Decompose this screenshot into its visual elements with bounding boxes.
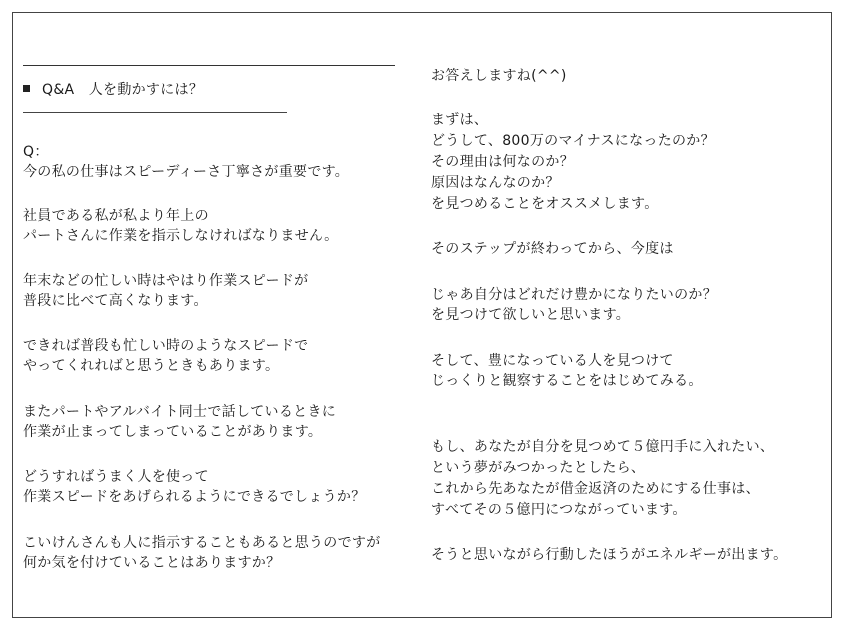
question-marker: Q： bbox=[23, 144, 49, 160]
answer-line: を見つめることをオススメします。 bbox=[431, 196, 659, 212]
question-line: こいけんさんも人に指示することもあると思うのですが bbox=[23, 535, 381, 551]
question-line: 普段に比べて高くなります。 bbox=[23, 293, 208, 309]
document-frame bbox=[12, 12, 832, 618]
question-line: できれば普段も忙しい時のようなスピードで bbox=[23, 338, 309, 354]
question-line: 何か気を付けていることはありますか？ bbox=[23, 555, 281, 571]
question-line: 社員である私が私より年上の bbox=[23, 208, 209, 224]
question-line: またパートやアルバイト同士で話しているときに bbox=[23, 404, 337, 420]
answer-line: まずは、 bbox=[431, 112, 489, 128]
question-line: 年末などの忙しい時はやはり作業スピードが bbox=[23, 273, 309, 289]
answer-line: じゃあ自分はどれだけ豊かになりたいのか？ bbox=[431, 287, 717, 303]
answer-line: 原因はなんなのか？ bbox=[431, 175, 560, 191]
question-line: どうすればうまく人を使って bbox=[23, 469, 209, 485]
answer-line: そして、豊になっている人を見つけて bbox=[431, 353, 674, 369]
answer-line: そうと思いながら行動したほうがエネルギーが出ます。 bbox=[431, 547, 788, 563]
answer-line: これから先あなたが借金返済のためにする仕事は、 bbox=[431, 481, 760, 497]
question-line: 作業が止まってしまっていることがあります。 bbox=[23, 424, 323, 440]
answer-line: じっくりと観察することをはじめてみる。 bbox=[431, 373, 703, 389]
answer-line: という夢がみつかったとしたら、 bbox=[431, 460, 646, 476]
answer-line: そのステップが終わってから、今度は bbox=[431, 241, 674, 257]
question-line: 今の私の仕事はスピーディーさ丁寧さが重要です。 bbox=[23, 164, 350, 180]
answer-line: もし、あなたが自分を見つめて５億円手に入れたい、 bbox=[431, 439, 775, 455]
square-bullet-icon bbox=[23, 85, 30, 92]
answer-line: を見つけて欲しいと思います。 bbox=[431, 307, 631, 323]
heading-underline bbox=[23, 112, 287, 113]
question-line: パートさんに作業を指示しなければなりません。 bbox=[23, 228, 339, 244]
question-line: 作業スピードをあげられるようにできるでしょうか？ bbox=[23, 489, 366, 505]
answer-line: どうして、800万のマイナスになったのか？ bbox=[431, 133, 715, 149]
qa-heading-title: Q&A 人を動かすには？ bbox=[42, 82, 204, 98]
top-divider bbox=[23, 65, 395, 66]
question-line: やってくれればと思うときもあります。 bbox=[23, 358, 280, 374]
qa-heading bbox=[23, 81, 203, 99]
answer-line: すべてその５億円につながっています。 bbox=[431, 502, 687, 518]
answer-line: お答えしますね(^^) bbox=[431, 68, 567, 84]
answer-line: その理由は何なのか？ bbox=[431, 154, 574, 170]
